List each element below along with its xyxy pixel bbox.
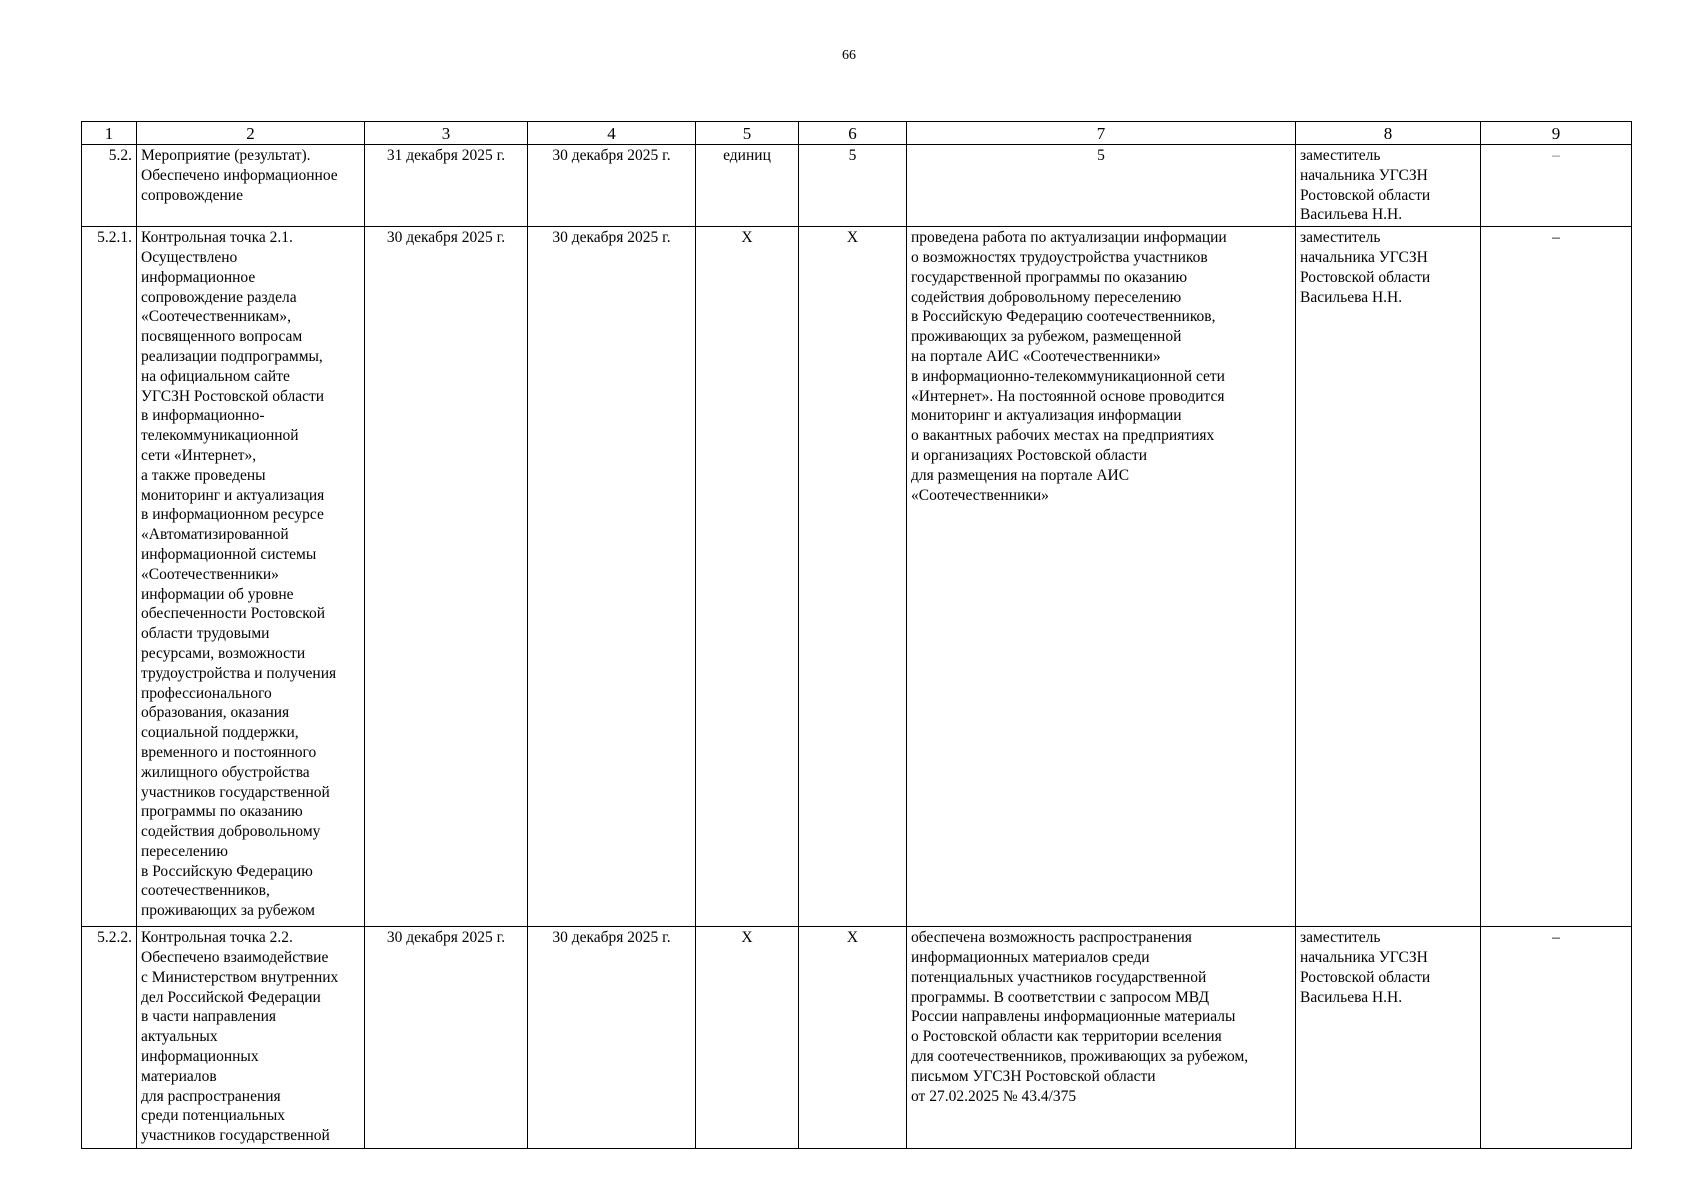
fact-info: обеспечена возможность распространения информационных материалов среди потенциальных участников государственной программы. В соответствии с запросом МВД России направлены информационные материалы о Ростовской области как территории вселения для соотечественников, проживающих за рубежом, письмом УГСЗН Ростовской области от 27.02.2025 № 43.4/375	[907, 927, 1296, 1149]
planned-date: 31 декабря 2025 г.	[365, 145, 528, 227]
column-header: 5	[696, 122, 799, 145]
planned-date: 30 декабря 2025 г.	[365, 927, 528, 1149]
plan-value: X	[799, 927, 907, 1149]
plan-value: 5	[799, 145, 907, 227]
table-row	[82, 927, 1632, 1149]
row-number: 5.2.	[82, 145, 137, 227]
row-name: Контрольная точка 2.1. Осуществлено информационное сопровождение раздела «Соотечественникам», посвященного вопросам реализации подпрограммы, на официальном сайте УГСЗН Ростовской области в информационно- телекоммуникационной сети «Интернет», а также проведены мониторинг и актуализация в информационном ресурсе «Автоматизированной информационной системы «Соотечественники» информации об уровне обеспеченности Ростовской области трудовыми ресурсами, возможности трудоустройства и получения профессионального образования, оказания социальной поддержки, временного и постоянного жилищного обустройства участников государственной программы по оказанию содействия добровольному переселению в Российскую Федерацию соотечественников, проживающих за рубежом	[137, 227, 365, 927]
column-header: 3	[365, 122, 528, 145]
fact-info: 5	[907, 145, 1296, 227]
actual-date: 30 декабря 2025 г.	[528, 927, 696, 1149]
column-header: 2	[137, 122, 365, 145]
column-header: 7	[907, 122, 1296, 145]
planned-date: 30 декабря 2025 г.	[365, 227, 528, 927]
plan-value: X	[799, 227, 907, 927]
fact-info: проведена работа по актуализации информации о возможностях трудоустройства участников государственной программы по оказанию содействия добровольному переселению в Российскую Федерацию соотечественников, проживающих за рубежом, размещенной на портале АИС «Соотечественники» в информационно-телекоммуникационной сети «Интернет». На постоянной основе проводится мониторинг и актуализация информации о вакантных рабочих местах на предприятиях и организациях Ростовской области для размещения на портале АИС «Соотечественники»	[907, 227, 1296, 927]
column-header: 6	[799, 122, 907, 145]
row-number: 5.2.1.	[82, 227, 137, 927]
page-number: 66	[842, 48, 856, 63]
unit: X	[696, 927, 799, 1149]
unit: единиц	[696, 145, 799, 227]
column-header: 9	[1481, 122, 1632, 145]
note: –	[1481, 927, 1632, 1149]
table-header-row	[82, 122, 1632, 145]
column-header: 8	[1296, 122, 1481, 145]
unit: X	[696, 227, 799, 927]
actual-date: 30 декабря 2025 г.	[528, 227, 696, 927]
responsible: заместитель начальника УГСЗН Ростовской области Васильева Н.Н.	[1296, 145, 1481, 227]
table-row	[82, 145, 1632, 227]
column-header: 1	[82, 122, 137, 145]
table-row	[82, 227, 1632, 927]
actual-date: 30 декабря 2025 г.	[528, 145, 696, 227]
note: –	[1481, 145, 1632, 227]
responsible: заместитель начальника УГСЗН Ростовской области Васильева Н.Н.	[1296, 927, 1481, 1149]
note: –	[1481, 227, 1632, 927]
responsible: заместитель начальника УГСЗН Ростовской области Васильева Н.Н.	[1296, 227, 1481, 927]
column-header: 4	[528, 122, 696, 145]
row-name: Контрольная точка 2.2. Обеспечено взаимодействие с Министерством внутренних дел Российской Федерации в части направления актуальных информационных материалов для распространения среди потенциальных участников государственной	[137, 927, 365, 1149]
plan-table	[81, 121, 1632, 1149]
row-number: 5.2.2.	[82, 927, 137, 1149]
row-name: Мероприятие (результат). Обеспечено информационное сопровождение	[137, 145, 365, 227]
